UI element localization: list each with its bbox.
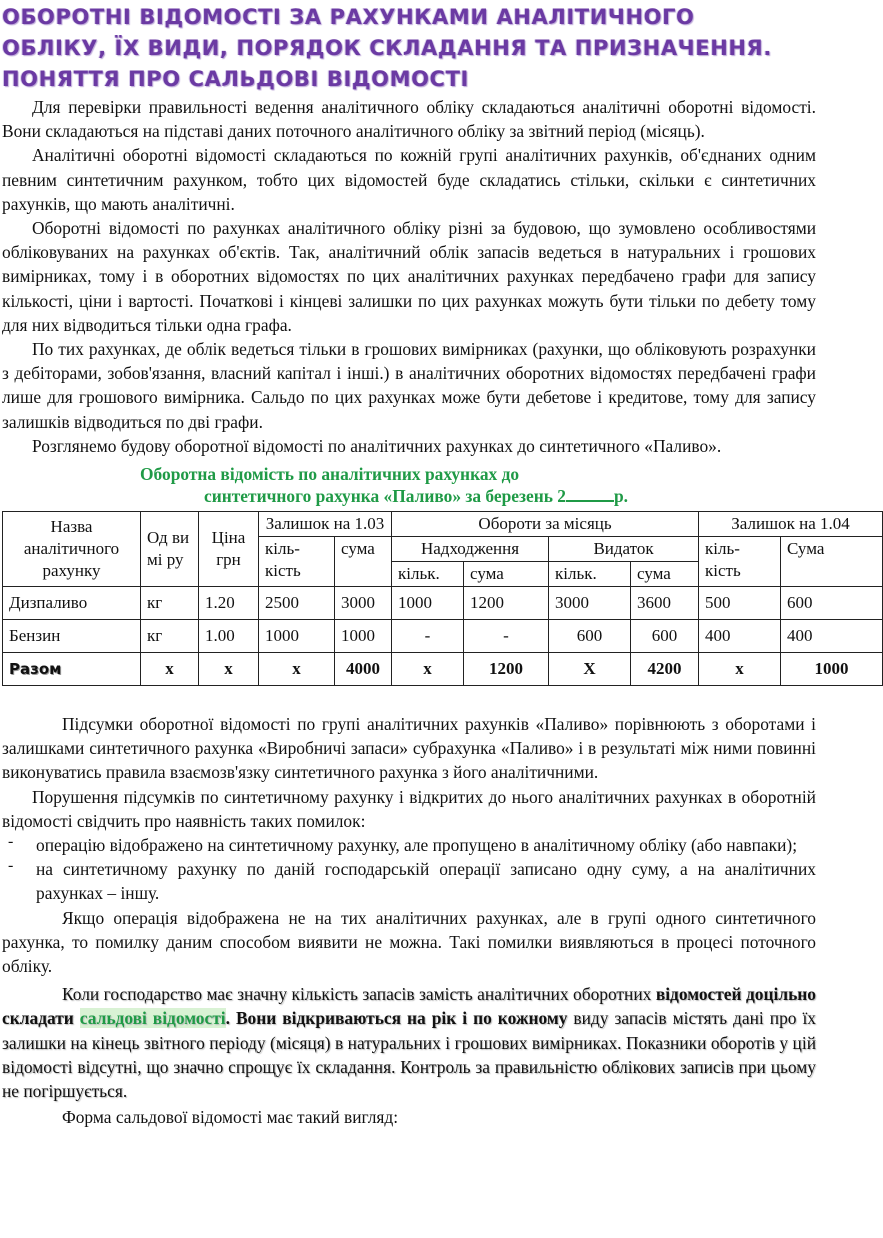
paragraph-1: Для перевірки правильності ведення аналітичного обліку складаються аналітичні оборотні відомості. Вони складаються на підставі даних поточного аналітичного обліку за звітний період (місяць). (2, 97, 816, 142)
page-title (0, 0, 816, 95)
cell-open-qty: 1000 (259, 620, 335, 653)
cell-total-label: Разом (3, 653, 141, 686)
balance-sheets-term: сальдові відомості (79, 1008, 226, 1029)
header-opening-balance: Залишок на 1.03 (259, 512, 392, 537)
turnover-table-container (2, 511, 850, 686)
header-in-sum: сума (464, 562, 549, 587)
table-caption-line-1: Оборотна відомість по аналітичних рахунках до (140, 464, 520, 485)
paragraph-2: Аналітичні оборотні відомості складаються по кожній групі аналітичних рахунків, об'єднаних одним певним синтетичним рахунком, тобто цих відомостей буде складатись стільки, скільки є синтетичних рахунків, що мають аналітичні. (2, 145, 816, 214)
cell-price: 1.00 (199, 620, 259, 653)
cell-in-sum: - (464, 620, 549, 653)
header-turnover: Обороти за місяць (392, 512, 699, 537)
cell-close-qty: 500 (699, 587, 781, 620)
title-line-2: ОБЛІКУ, ЇХ ВИДИ, ПОРЯДОК СКЛАДАННЯ ТА ПРИЗНАЧЕННЯ. (2, 36, 772, 60)
cell-total-out-sum: 4200 (631, 653, 699, 686)
header-out-sum: сума (631, 562, 699, 587)
header-closing-balance: Залишок на 1.04 (699, 512, 883, 537)
cell-total-out-qty: Х (549, 653, 631, 686)
paragraph-5: Розглянемо будову оборотної відомості по аналітичних рахунках до синтетичного «Паливо». (32, 435, 722, 456)
cell-total-open-sum: 4000 (335, 653, 392, 686)
intro-text (0, 95, 816, 458)
paragraph-8: Якщо операція відображена не на тих аналітичних рахунках, але в групі одного синтетичного рахунка, то помилку даним способом виявити не можна. Такі помилки виявляються в процесі поточного обліку. (2, 907, 816, 977)
cell-in-sum: 1200 (464, 587, 549, 620)
cell-total-in-sum: 1200 (464, 653, 549, 686)
table-caption-text: синтетичного рахунка «Паливо» за березень 2 (204, 486, 566, 507)
cell-price: 1.20 (199, 587, 259, 620)
title-line-1: ОБОРОТНІ ВІДОМОСТІ ЗА РАХУНКАМИ АНАЛІТИЧНОГО (2, 5, 695, 29)
header-out-qty: кільк. (549, 562, 631, 587)
header-unit: Од ви мі ру (141, 512, 199, 587)
paragraph-9-part-e: виду запасів містять дані про їх залишки на кінець звітного періоду (місяця) в натуральних і грошових вимірниках. Показники оборотів у цій відомості відсутні, що значно спрощує їх складання. Контроль за правильністю облікових записів при цьому не погіршується. (2, 1008, 816, 1102)
cell-unit: кг (141, 620, 199, 653)
conclusion-text (0, 712, 816, 1129)
header-receipts: Надходження (392, 537, 549, 562)
list-dash: - (8, 857, 14, 875)
table-row (3, 587, 883, 620)
paragraph-9 (2, 982, 816, 1103)
paragraph-4: По тих рахунках, де облік ведеться тільки в грошових вимірниках (рахунки, що обліковують розрахунки з дебіторами, зобов'язання, власний капітал і інші.) в аналітичних оборотних відомостях передбачені графи лише для грошового вимірника. Сальдо по цих рахунках може бути дебетове і кредитове, тому для запису залишків відводиться по дві графи. (2, 339, 816, 432)
turnover-table (2, 511, 883, 686)
header-issues: Видаток (549, 537, 699, 562)
cell-out-qty: 3000 (549, 587, 631, 620)
cell-total-open-qty: х (259, 653, 335, 686)
cell-total-close-sum: 1000 (781, 653, 883, 686)
paragraph-9-part-b: відомостей доцільно складати (2, 984, 816, 1029)
cell-out-sum: 600 (631, 620, 699, 653)
error-list (2, 833, 816, 906)
paragraph-9-part-d: . Вони відкриваються на рік і по кожному (225, 1008, 568, 1029)
cell-close-qty: 400 (699, 620, 781, 653)
header-close-sum: Сума (781, 537, 883, 587)
table-total-row (3, 653, 883, 686)
cell-open-qty: 2500 (259, 587, 335, 620)
cell-total-in-qty: х (392, 653, 464, 686)
header-close-qty: кіль-кість (699, 537, 781, 587)
table-caption-line-2 (204, 485, 816, 507)
list-item-1: операцію відображено на синтетичному рахунку, але пропущено в аналітичному обліку (або навпаки); (36, 835, 798, 856)
header-price: Ціна грн (199, 512, 259, 587)
paragraph-10: Форма сальдової відомості має такий вигляд: (62, 1107, 399, 1128)
header-open-sum: сума (335, 537, 392, 587)
header-open-qty: кіль-кість (259, 537, 335, 587)
cell-open-sum: 3000 (335, 587, 392, 620)
cell-name: Дизпаливо (3, 587, 141, 620)
paragraph-6: Підсумки оборотної відомості по групі аналітичних рахунків «Паливо» порівнюють з оборотами і залишками синтетичного рахунка «Виробничі запаси» субрахунка «Паливо» і в результаті між ними повинні виконуватись правила взаємозв'язку синтетичного рахунка з його аналітичними. (2, 714, 816, 783)
cell-total-unit: х (141, 653, 199, 686)
paragraph-7: Порушення підсумків по синтетичному рахунку і відкритих до нього аналітичних рахунках в оборотній відомості свідчить про наявність таких помилок: (2, 786, 816, 831)
paragraph-3: Оборотні відомості по рахунках аналітичного обліку різні за будовою, що зумовлено особливостями обліковуваних на рахунках об'єктів. Так, аналітичний облік запасів ведеться в натуральних і грошових вимірниках, тому і в оборотних відомостях по цих аналітичних рахунках передбачено графи для запису кількості, ціни і вартості. Початкові і кінцеві залишки по цих рахунках можуть бути тільки по дебету тому для них відводиться тільки одна графа. (2, 218, 816, 335)
list-item (2, 857, 816, 905)
header-in-qty: кільк. (392, 562, 464, 587)
paragraph-9-part-a: Коли господарство має значну кількість запасів замість аналітичних оборотних (62, 984, 656, 1005)
table-row (3, 620, 883, 653)
list-dash: - (8, 833, 14, 851)
cell-out-sum: 3600 (631, 587, 699, 620)
title-line-3: ПОНЯТТЯ ПРО САЛЬДОВІ ВІДОМОСТІ (2, 67, 469, 91)
list-item-2: на синтетичному рахунку по даній господарській операції записано одну суму, а на аналітичних рахунках – іншу. (36, 859, 816, 904)
cell-total-price: х (199, 653, 259, 686)
cell-unit: кг (141, 587, 199, 620)
cell-in-qty: 1000 (392, 587, 464, 620)
cell-open-sum: 1000 (335, 620, 392, 653)
cell-close-sum: 400 (781, 620, 883, 653)
list-item (2, 833, 816, 857)
header-account-name: Назва аналітичного рахунку (3, 512, 141, 587)
table-caption-end: р. (613, 486, 628, 507)
cell-name: Бензин (3, 620, 141, 653)
year-blank (566, 486, 614, 502)
cell-close-sum: 600 (781, 587, 883, 620)
cell-in-qty: - (392, 620, 464, 653)
table-header-row-1 (3, 512, 883, 537)
cell-out-qty: 600 (549, 620, 631, 653)
cell-total-close-qty: х (699, 653, 781, 686)
